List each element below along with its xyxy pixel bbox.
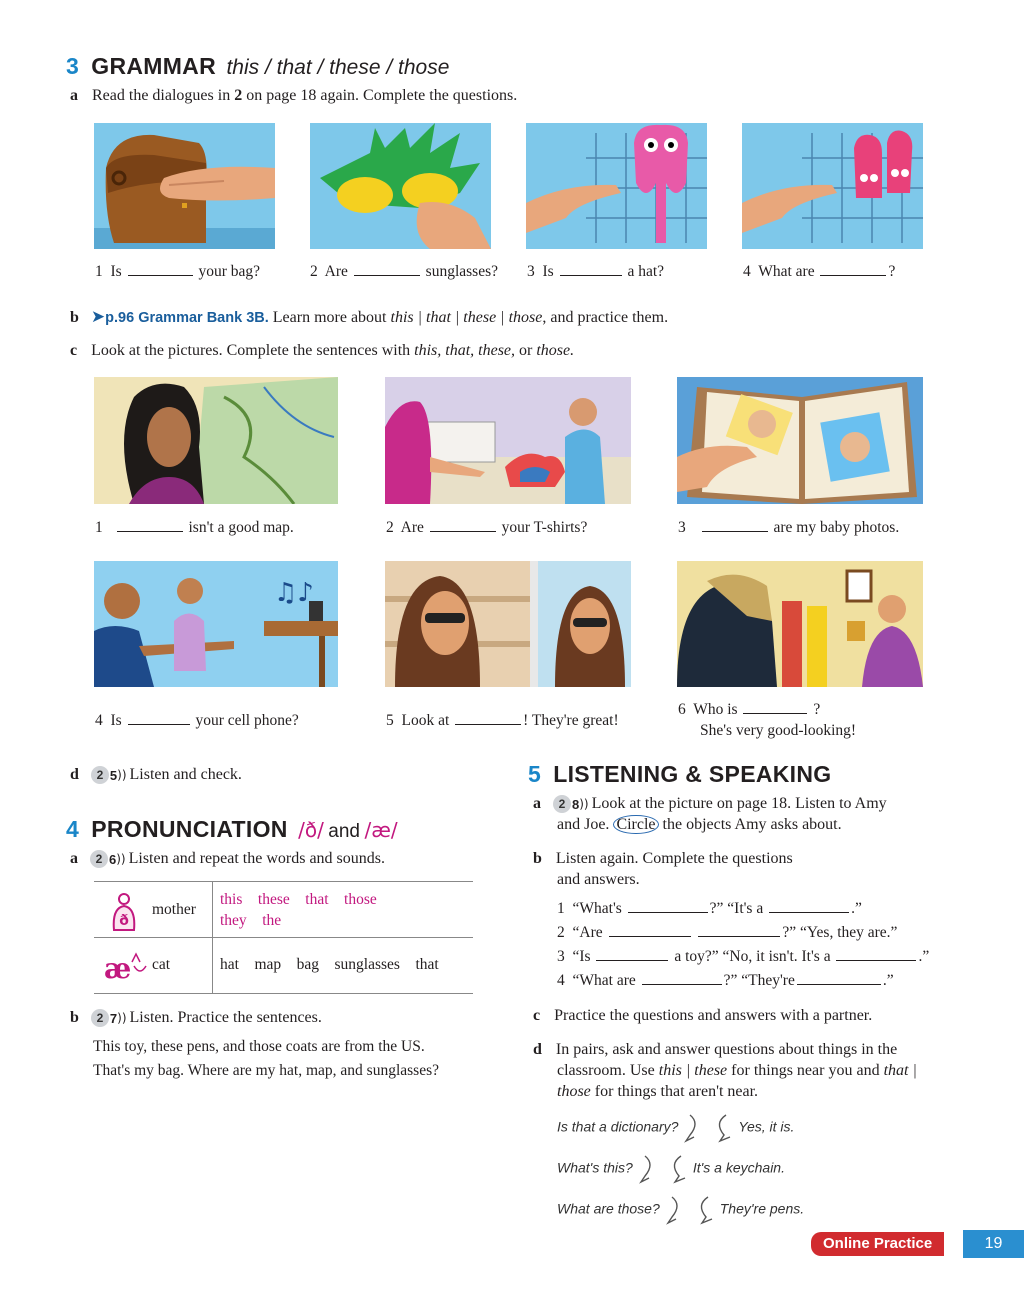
item-text: Are bbox=[324, 263, 348, 280]
item-text: a toy?” “No, it isn't. It's a bbox=[674, 948, 831, 965]
exercise-label: b bbox=[70, 1009, 79, 1026]
item-text: .” bbox=[918, 948, 930, 965]
item-text: your T-shirts? bbox=[501, 519, 588, 536]
track-number: 6 bbox=[109, 851, 117, 867]
answer-blank[interactable] bbox=[609, 936, 691, 937]
item-text: .” bbox=[882, 972, 894, 989]
exercise-4b bbox=[70, 1009, 322, 1027]
word: map bbox=[254, 956, 282, 973]
exercise-label: c bbox=[533, 1007, 541, 1024]
answer-blank[interactable] bbox=[354, 275, 420, 276]
audio-track[interactable] bbox=[90, 850, 129, 867]
answer-blank[interactable] bbox=[560, 275, 622, 276]
item-text: a hat? bbox=[627, 263, 665, 280]
answer-blank[interactable] bbox=[596, 960, 668, 961]
track-number: 7 bbox=[109, 1010, 118, 1026]
item-number: 2 bbox=[386, 519, 394, 536]
and-text: and bbox=[328, 821, 360, 842]
svg-text:ð: ð bbox=[119, 913, 129, 929]
word-list-line1 bbox=[220, 891, 377, 909]
item-text: ?” “It's a bbox=[709, 900, 764, 917]
section-number: 4 bbox=[66, 816, 79, 842]
section-5-heading bbox=[528, 761, 831, 788]
exercise-label: d bbox=[533, 1041, 542, 1058]
speech-answer: They're pens. bbox=[719, 1200, 805, 1217]
picture-tshirts bbox=[385, 377, 631, 504]
section-4-heading bbox=[66, 816, 398, 843]
word: bag bbox=[296, 956, 320, 973]
exercise-5d-line3 bbox=[557, 1083, 758, 1101]
item-text: “What's bbox=[572, 900, 622, 917]
word-list-line2 bbox=[220, 912, 281, 930]
item-number: 4 bbox=[557, 972, 565, 989]
instruction-italic: those. bbox=[536, 342, 575, 359]
answer-blank[interactable] bbox=[743, 713, 807, 714]
instruction-text: for things near you and bbox=[727, 1062, 884, 1079]
sound-icon: )) bbox=[117, 768, 127, 783]
sentence-3c-6 bbox=[678, 701, 820, 719]
instruction-italic: this, that, these, bbox=[414, 342, 516, 359]
exercise-4a bbox=[70, 850, 385, 868]
item-text: Who is bbox=[693, 701, 738, 718]
picture-hat bbox=[526, 123, 707, 249]
circle-word: Circle bbox=[613, 815, 658, 834]
item-text: Are bbox=[400, 519, 424, 536]
exercise-3c-instruction bbox=[70, 342, 574, 360]
word: this bbox=[220, 891, 243, 908]
instruction-text-end: , and practice them. bbox=[542, 309, 669, 326]
answer-blank[interactable] bbox=[430, 531, 496, 532]
instruction-text: Look at the picture on page 18. Listen to Amy bbox=[591, 795, 887, 812]
audio-track[interactable] bbox=[91, 766, 130, 783]
answer-blank[interactable] bbox=[836, 960, 916, 961]
word: the bbox=[262, 912, 282, 929]
exercise-5b bbox=[533, 850, 793, 868]
svg-text:♫♪: ♫♪ bbox=[274, 578, 314, 608]
answer-blank[interactable] bbox=[820, 275, 886, 276]
item-number: 1 bbox=[95, 519, 103, 536]
word: those bbox=[344, 891, 377, 908]
picture-sunglasses-shop bbox=[385, 561, 631, 687]
speech-bubble-icon bbox=[684, 1113, 732, 1143]
sentence-3c-2 bbox=[386, 519, 587, 537]
instruction-text: the objects Amy asks about. bbox=[658, 816, 842, 833]
item-text: your cell phone? bbox=[195, 712, 299, 729]
instruction-text: and Joe. bbox=[557, 816, 614, 833]
word-list-cat bbox=[220, 956, 439, 974]
word: that bbox=[305, 891, 329, 908]
online-practice-button[interactable]: Online Practice bbox=[811, 1232, 944, 1256]
answer-blank[interactable] bbox=[117, 531, 183, 532]
answer-blank[interactable] bbox=[698, 936, 780, 937]
answer-blank[interactable] bbox=[769, 912, 849, 913]
answer-blank[interactable] bbox=[128, 275, 193, 276]
item-text: .” bbox=[851, 900, 862, 917]
dialogue-2 bbox=[557, 1154, 785, 1184]
section-number: 5 bbox=[528, 761, 541, 787]
phonetic-symbol-1: /ð/ bbox=[298, 818, 324, 842]
exercise-3d bbox=[70, 766, 242, 784]
item-text: Is bbox=[110, 712, 122, 729]
key-word-cat: cat bbox=[152, 956, 171, 973]
section-title: PRONUNCIATION bbox=[91, 816, 288, 842]
section-subtitle: this / that / these / those bbox=[226, 56, 450, 79]
exercise-3b bbox=[70, 307, 668, 327]
instruction-italic: those bbox=[557, 1083, 591, 1100]
section-number: 3 bbox=[66, 53, 79, 79]
exercise-5d-line2 bbox=[557, 1062, 917, 1080]
item-number: 5 bbox=[386, 712, 394, 729]
picture-bag bbox=[94, 123, 275, 249]
sentence-3c-6-line2: She's very good-looking! bbox=[700, 722, 857, 739]
sound-icon: )) bbox=[579, 797, 589, 812]
instruction-text: classroom. Use bbox=[557, 1062, 659, 1079]
instruction-text: for things that aren't near. bbox=[590, 1083, 759, 1100]
sentence-3c-4 bbox=[95, 712, 299, 730]
instruction-text: or bbox=[515, 342, 537, 359]
item-text: ! They're great! bbox=[523, 712, 619, 729]
item-number: 4 bbox=[743, 263, 751, 280]
question-5b-3 bbox=[557, 948, 929, 966]
picture-baby-photos bbox=[677, 377, 923, 504]
exercise-label: b bbox=[533, 850, 542, 867]
exercise-5d bbox=[533, 1041, 897, 1059]
cd-number: 2 bbox=[553, 795, 571, 813]
speech-question: Is that a dictionary? bbox=[557, 1118, 679, 1135]
exercise-label: a bbox=[533, 795, 541, 812]
exercise-label: c bbox=[70, 342, 78, 359]
dialogue-3 bbox=[557, 1195, 804, 1225]
picture-gloves bbox=[742, 123, 923, 249]
item-text: sunglasses? bbox=[425, 263, 498, 280]
answer-blank[interactable] bbox=[455, 724, 521, 725]
exercise-label: d bbox=[70, 766, 79, 783]
picture-cell-phone bbox=[94, 561, 338, 687]
exercise-5a-line2 bbox=[557, 816, 842, 834]
instruction-text: Listen and repeat the words and sounds. bbox=[128, 850, 385, 867]
dialogue-1 bbox=[557, 1113, 794, 1143]
practice-sentence-2: That's my bag. Where are my hat, map, and sunglasses? bbox=[93, 1062, 439, 1079]
picture-party bbox=[677, 561, 923, 687]
track-number: 8 bbox=[572, 796, 580, 812]
item-number: 2 bbox=[310, 263, 318, 280]
mother-sound-picture-icon bbox=[106, 890, 142, 932]
item-number: 3 bbox=[678, 519, 686, 536]
picture-sunglasses bbox=[310, 123, 491, 249]
item-text: Is bbox=[110, 263, 122, 280]
answer-blank[interactable] bbox=[128, 724, 190, 725]
audio-track[interactable] bbox=[91, 1009, 130, 1026]
exercise-5a bbox=[533, 795, 887, 813]
svg-text:æ: æ bbox=[104, 952, 132, 984]
sentence-3c-5 bbox=[386, 712, 619, 730]
item-text: “Are bbox=[572, 924, 603, 941]
instruction-text: Listen. Practice the sentences. bbox=[129, 1009, 322, 1026]
section-title: GRAMMAR bbox=[91, 53, 216, 79]
speech-question: What's this? bbox=[557, 1159, 633, 1176]
answer-blank[interactable] bbox=[797, 984, 881, 985]
question-3a-1 bbox=[95, 263, 260, 281]
item-number: 1 bbox=[557, 900, 565, 917]
exercise-3a-instruction bbox=[70, 87, 517, 105]
answer-blank[interactable] bbox=[702, 531, 768, 532]
pronunciation-table bbox=[94, 881, 473, 994]
instruction-text-end: on page 18 again. Complete the questions. bbox=[242, 87, 518, 104]
item-text: “Is bbox=[572, 948, 591, 965]
answer-blank[interactable] bbox=[628, 912, 708, 913]
item-text: ? bbox=[888, 263, 896, 280]
exercise-label: b bbox=[70, 309, 79, 326]
item-text: ? bbox=[813, 701, 821, 718]
question-3a-3 bbox=[527, 263, 664, 281]
page-number: 19 bbox=[963, 1230, 1024, 1258]
item-text: are my baby photos. bbox=[773, 519, 900, 536]
sound-icon: )) bbox=[116, 852, 126, 867]
instruction-text: In pairs, ask and answer questions about things in the bbox=[555, 1041, 898, 1058]
item-number: 2 bbox=[557, 924, 565, 941]
item-number: 3 bbox=[557, 948, 565, 965]
instruction-text: Look at the pictures. Complete the sentences with bbox=[91, 342, 415, 359]
arrow-right-icon: ➤ bbox=[90, 307, 106, 326]
instruction-italic: this | that | these | those bbox=[390, 309, 543, 326]
item-number: 4 bbox=[95, 712, 103, 729]
question-5b-4 bbox=[557, 972, 894, 990]
item-text: ?” “Yes, they are.” bbox=[782, 924, 898, 941]
speech-answer: It's a keychain. bbox=[692, 1159, 785, 1176]
instruction-text: Listen again. Complete the questions bbox=[555, 850, 793, 867]
word: these bbox=[257, 891, 290, 908]
item-text: Look at bbox=[401, 712, 450, 729]
exercise-label: a bbox=[70, 87, 78, 104]
key-word-mother: mother bbox=[152, 901, 196, 918]
section-title: LISTENING & SPEAKING bbox=[553, 761, 832, 787]
item-text: Is bbox=[542, 263, 554, 280]
instruction-text: Learn more about bbox=[268, 309, 391, 326]
track-number: 5 bbox=[109, 767, 118, 783]
practice-sentence-1: This toy, these pens, and those coats are from the US. bbox=[93, 1038, 425, 1055]
section-3-heading bbox=[66, 53, 449, 80]
item-number: 6 bbox=[678, 701, 686, 718]
item-text: your bag? bbox=[198, 263, 260, 280]
speech-bubble-icon bbox=[666, 1195, 714, 1225]
speech-answer: Yes, it is. bbox=[738, 1118, 795, 1135]
question-5b-1 bbox=[557, 900, 862, 918]
sentence-3c-3 bbox=[678, 519, 899, 537]
sentence-3c-1 bbox=[95, 519, 294, 537]
word: they bbox=[220, 912, 247, 929]
answer-blank[interactable] bbox=[642, 984, 722, 985]
picture-map bbox=[94, 377, 338, 504]
word: hat bbox=[220, 956, 239, 973]
item-text: isn't a good map. bbox=[188, 519, 294, 536]
exercise-5c bbox=[533, 1007, 872, 1025]
item-text: What are bbox=[758, 263, 815, 280]
item-number: 1 bbox=[95, 263, 103, 280]
word: sunglasses bbox=[334, 956, 400, 973]
cd-number: 2 bbox=[91, 766, 109, 784]
instruction-italic: this | these bbox=[658, 1062, 728, 1079]
cat-sound-picture-icon bbox=[102, 948, 148, 984]
question-3a-2 bbox=[310, 263, 498, 281]
instruction-bold: 2 bbox=[234, 87, 243, 104]
speech-bubble-icon bbox=[639, 1154, 687, 1184]
table-row-cat bbox=[94, 938, 473, 994]
item-text: “What are bbox=[572, 972, 636, 989]
cd-number: 2 bbox=[90, 850, 108, 868]
phonetic-symbol-2: /æ/ bbox=[364, 818, 398, 842]
instruction-text: Listen and check. bbox=[129, 766, 242, 783]
instruction-text: Practice the questions and answers with a partner. bbox=[554, 1007, 873, 1024]
cd-number: 2 bbox=[91, 1009, 109, 1027]
audio-track[interactable] bbox=[553, 795, 592, 812]
exercise-5b-line2: and answers. bbox=[557, 871, 640, 888]
exercise-label: a bbox=[70, 850, 78, 867]
sound-icon: )) bbox=[117, 1011, 127, 1026]
item-number: 3 bbox=[527, 263, 535, 280]
grammar-bank-link[interactable]: p.96 Grammar Bank 3B. bbox=[105, 310, 269, 326]
table-row-mother bbox=[94, 882, 473, 938]
speech-question: What are those? bbox=[557, 1200, 660, 1217]
question-3a-4 bbox=[743, 263, 895, 281]
instruction-text: Read the dialogues in bbox=[92, 87, 235, 104]
word: that bbox=[415, 956, 439, 973]
question-5b-2 bbox=[557, 924, 897, 942]
item-text: ?” “They're bbox=[723, 972, 795, 989]
instruction-italic: that | bbox=[883, 1062, 917, 1079]
